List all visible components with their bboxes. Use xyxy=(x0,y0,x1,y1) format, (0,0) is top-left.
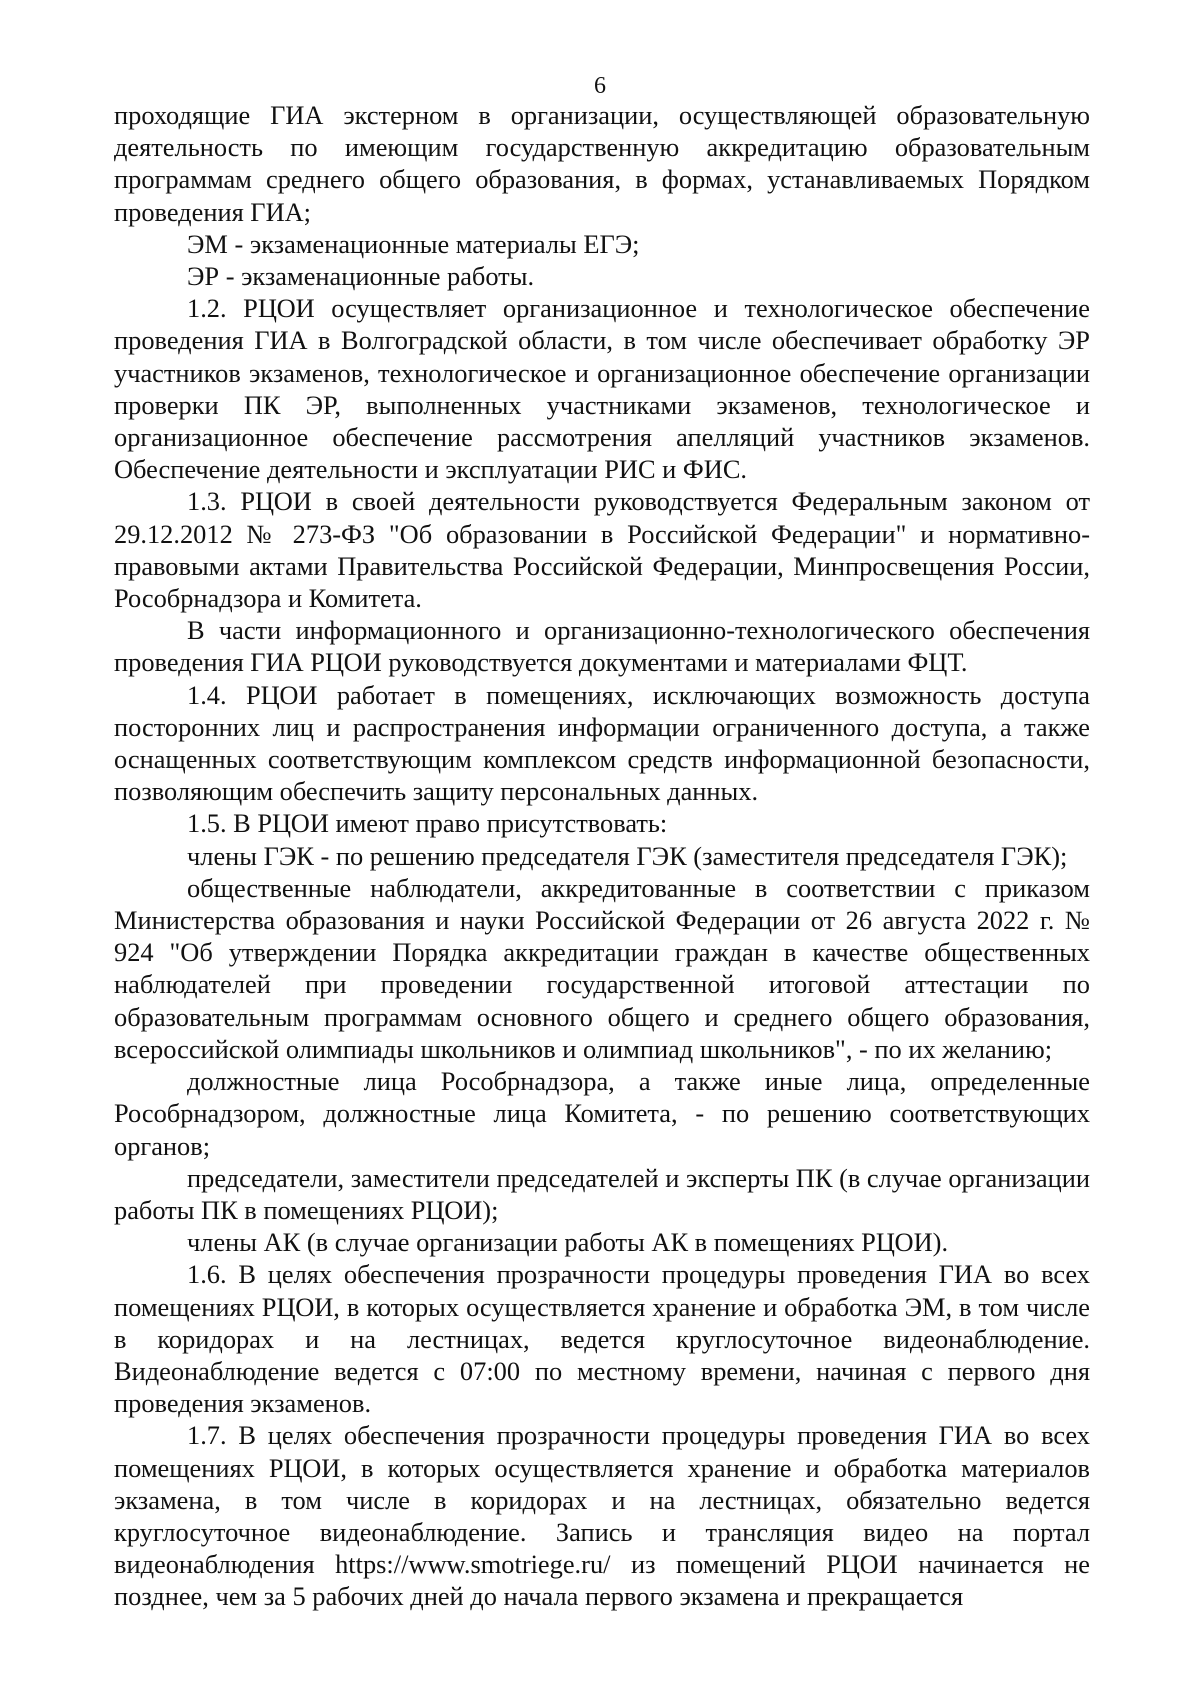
paragraph-continuation: проходящие ГИА экстерном в организации, осуществляющей образовательную деятельность по имеющим государственную аккредитацию образовательным программам среднего общего образования, в формах, устанавливаемых Порядком проведения ГИА; xyxy=(114,100,1090,227)
list-item-public-observers: общественные наблюдатели, аккредитованные в соответствии с приказом Министерства образования и науки Российской Федерации от 26 августа 2022 г. № 924 "Об утверждении Порядка аккредитации граждан в качестве общественных наблюдателей при проведении государственной итоговой аттестации по образовательным программам основного общего и среднего общего образования, всероссийской олимпиады школьников и олимпиад школьников", - по их желанию; xyxy=(114,872,1090,1064)
page-number: 6 xyxy=(594,73,606,99)
paragraph-er-definition: ЭР - экзаменационные работы. xyxy=(187,261,535,292)
paragraph-em-definition: ЭМ - экзаменационные материалы ЕГЭ; xyxy=(187,228,640,259)
list-item-gek-members: члены ГЭК - по решению председателя ГЭК (заместителя председателя ГЭК); xyxy=(187,840,1068,871)
paragraph-1-7: 1.7. В целях обеспечения прозрачности процедуры проведения ГИА во всех помещениях РЦОИ, в которых осуществляется хранение и обработка материалов экзамена, в том числе в коридорах и на лестницах, обязательно ведется круглосуточное видеонаблюдение. Запись и трансляция видео на портал видеонаблюдения https://www.smotriege.ru/ из помещений РЦОИ начинается не позднее, чем за 5 рабочих дней до начала первого экзамена и прекращается xyxy=(114,1420,1090,1612)
list-item-ak-members: члены АК (в случае организации работы АК в помещениях РЦОИ). xyxy=(187,1227,949,1258)
paragraph-1-6: 1.6. В целях обеспечения прозрачности процедуры проведения ГИА во всех помещениях РЦОИ, в которых осуществляется хранение и обработка ЭМ, в том числе в коридорах и на лестницах, ведется круглосуточное видеонаблюдение. Видеонаблюдение ведется с 07:00 по местному времени, начиная с первого дня проведения экзаменов. xyxy=(114,1259,1090,1419)
paragraph-1-5: 1.5. В РЦОИ имеют право присутствовать: xyxy=(187,808,668,839)
paragraph-1-4: 1.4. РЦОИ работает в помещениях, исключающих возможность доступа посторонних лиц и распространения информации ограниченного доступа, а также оснащенных соответствующим комплексом средств информационной безопасности, позволяющим обеспечить защиту персональных данных. xyxy=(114,679,1090,807)
paragraph-1-3-info: В части информационного и организационно-технологического обеспечения проведения ГИА РЦОИ руководствуется документами и материалами ФЦТ. xyxy=(114,615,1090,678)
list-item-officials: должностные лица Рособрнадзора, а также иные лица, определенные Рособрнадзором, должностные лица Комитета, - по решению соответствующих органов; xyxy=(114,1066,1090,1161)
document-body xyxy=(114,99,1090,1613)
list-item-pk-chairs: председатели, заместители председателей и эксперты ПК (в случае организации работы ПК в помещениях РЦОИ); xyxy=(114,1162,1090,1225)
paragraph-1-2: 1.2. РЦОИ осуществляет организационное и технологическое обеспечение проведения ГИА в Волгоградской области, в том числе обеспечивает обработку ЭР участников экзаменов, технологическое и организационное обеспечение организации проверки ПК ЭР, выполненных участниками экзаменов, технологическое и организационное обеспечение рассмотрения апелляций участников экзаменов. Обеспечение деятельности и эксплуатации РИС и ФИС. xyxy=(114,293,1090,485)
paragraph-1-3: 1.3. РЦОИ в своей деятельности руководствуется Федеральным законом от 29.12.2012 № 273-ФЗ "Об образовании в Российской Федерации" и нормативно-правовыми актами Правительства Российской Федерации, Минпросвещения России, Рособрнадзора и Комитета. xyxy=(114,486,1090,614)
